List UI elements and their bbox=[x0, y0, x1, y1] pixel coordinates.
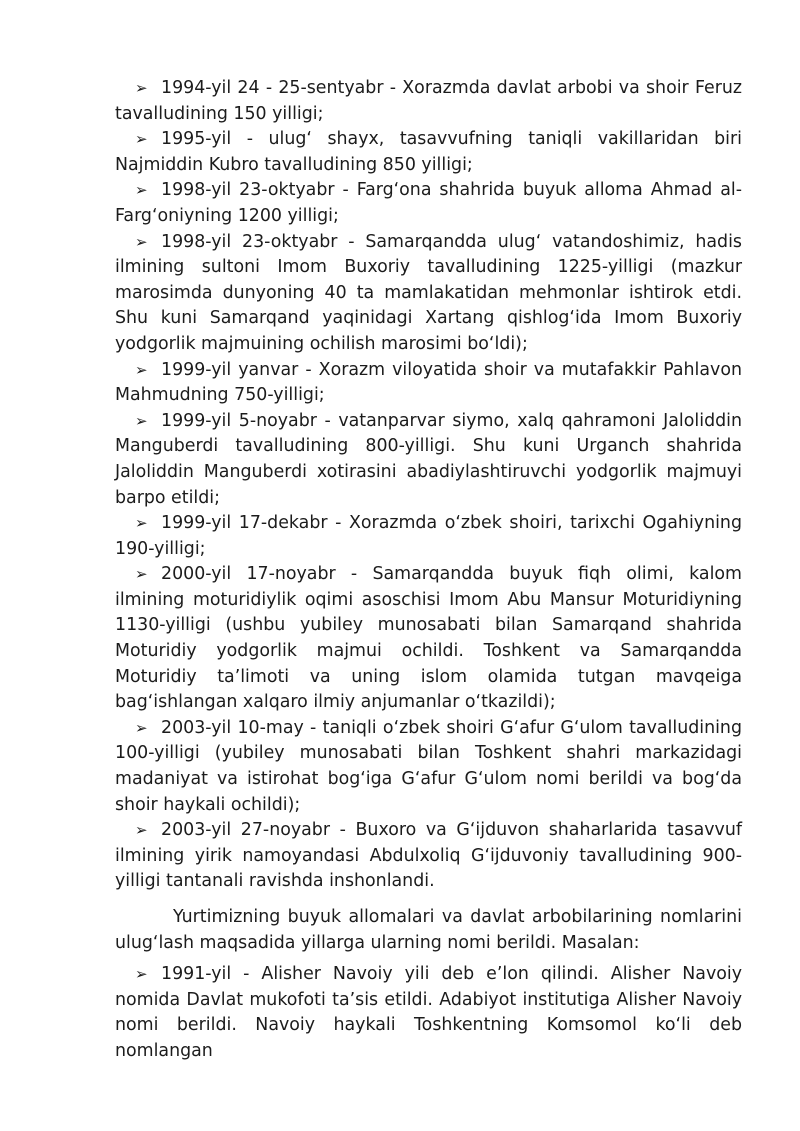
arrow-bullet-icon: ➢ bbox=[135, 79, 148, 97]
list-item-text: 1999-yil 5-noyabr - vatanparvar siymo, xalq qahramoni Jaloliddin Manguberdi tavalludining 800-yilligi. Shu kuni Urganch shahrida Jaloliddin Manguberdi xotirasini abadiylashtiruvchi yodgorlik majmuyi barpo etildi; bbox=[115, 410, 742, 508]
list-item-text: 2000-yil 17-noyabr - Samarqandda buyuk fiqh olimi, kalom ilmining moturidiylik oqimi asoschisi Imom Abu Mansur Moturidiyning 1130-yilligi (ushbu yubiley munosabati bilan Samarqand shahrida Moturidiy yodgorlik majmui ochildi. Toshkent va Samarqandda Moturidiy ta’limoti va uning islom olamida tutgan mavqeiga bag‘ishlangan xalqaro ilmiy anjumanlar o‘tkazildi); bbox=[115, 564, 742, 713]
list-item bbox=[115, 962, 742, 1064]
list-item bbox=[115, 818, 742, 895]
list-item bbox=[115, 76, 742, 127]
arrow-bullet-icon: ➢ bbox=[135, 181, 148, 200]
arrow-bullet-icon: ➢ bbox=[135, 232, 148, 251]
list-item-text: 2003-yil 10-may - taniqli o‘zbek shoiri G‘afur G‘ulom tavalludining 100-yilligi (yubiley munosabati bilan Toshkent shahri markazidagi madaniyat va istirohat bog‘iga G‘afur G‘ulom nomi berildi va bog‘da shoir haykali ochildi); bbox=[115, 717, 742, 815]
arrow-bullet-icon: ➢ bbox=[135, 514, 148, 533]
arrow-bullet-icon: ➢ bbox=[135, 360, 148, 379]
arrow-bullet-icon: ➢ bbox=[135, 565, 148, 584]
list-item-text: 1995-yil - ulug‘ shayx, tasavvufning taniqli vakillaridan biri Najmiddin Kubro tavalludining 850 yilligi; bbox=[115, 129, 742, 175]
arrow-bullet-icon: ➢ bbox=[135, 965, 148, 984]
list-item-text: 1999-yil yanvar - Xorazm viloyatida shoir va mutafakkir Pahlavon Mahmudning 750-yilligi; bbox=[115, 359, 742, 406]
list-item bbox=[115, 127, 742, 178]
list-item bbox=[115, 562, 742, 716]
list-item bbox=[115, 716, 742, 818]
list-item-text: 1999-yil 17-dekabr - Xorazmda o‘zbek shoiri, tarixchi Ogahiyning 190-yilligi; bbox=[115, 513, 742, 559]
list-item bbox=[115, 358, 742, 409]
list-item-text: 1998-yil 23-oktyabr - Farg‘ona shahrida buyuk alloma Ahmad al-Farg‘oniyning 1200 yilligi; bbox=[115, 180, 742, 226]
arrow-bullet-icon: ➢ bbox=[135, 411, 148, 430]
list-item bbox=[115, 511, 742, 562]
list-item-text: 2003-yil 27-noyabr - Buxoro va G‘ijduvon shaharlarida tasavvuf ilmining yirik namoyandasi Abdulxoliq G‘ijduvoniy tavalludining 900-yilligi tantanali ravishda inshonlandi. bbox=[115, 820, 742, 892]
list-item-text: 1991-yil - Alisher Navoiy yili deb e’lon qilindi. Alisher Navoiy nomida Davlat mukofoti ta’sis etildi. Adabiyot institutiga Alisher Navoiy nomi berildi. Navoiy haykali Toshkentning Komsomol ko‘li deb nomlangan bbox=[115, 964, 742, 1061]
body-paragraph: Yurtimizning buyuk allomalari va davlat arbobilarining nomlarini ulug‘lash maqsadida yillarga ularning nomi berildi. Masalan: bbox=[115, 907, 742, 953]
list-item-text: 1994-yil 24 - 25-sentyabr - Xorazmda davlat arbobi va shoir Feruz tavalludining 150 yilligi; bbox=[115, 78, 742, 124]
list-item bbox=[115, 178, 742, 229]
list-item bbox=[115, 230, 742, 358]
arrow-bullet-icon: ➢ bbox=[135, 130, 148, 149]
list-item-text: 1998-yil 23-oktyabr - Samarqandda ulug‘ vatandoshimiz, hadis ilmining sultoni Imom Buxoriy tavalludining 1225-yilligi (mazkur marosimda dunyoning 40 ta mamlakatidan mehmonlar ishtirok etdi. Shu kuni Samarqand yaqinidagi Xartang qishlog‘ida Imom Buxoriy yodgorlik majmuining ochilish marosimi bo‘ldi); bbox=[115, 231, 742, 354]
arrow-bullet-icon: ➢ bbox=[135, 821, 148, 840]
arrow-bullet-icon: ➢ bbox=[135, 718, 148, 737]
list-item bbox=[115, 409, 742, 511]
